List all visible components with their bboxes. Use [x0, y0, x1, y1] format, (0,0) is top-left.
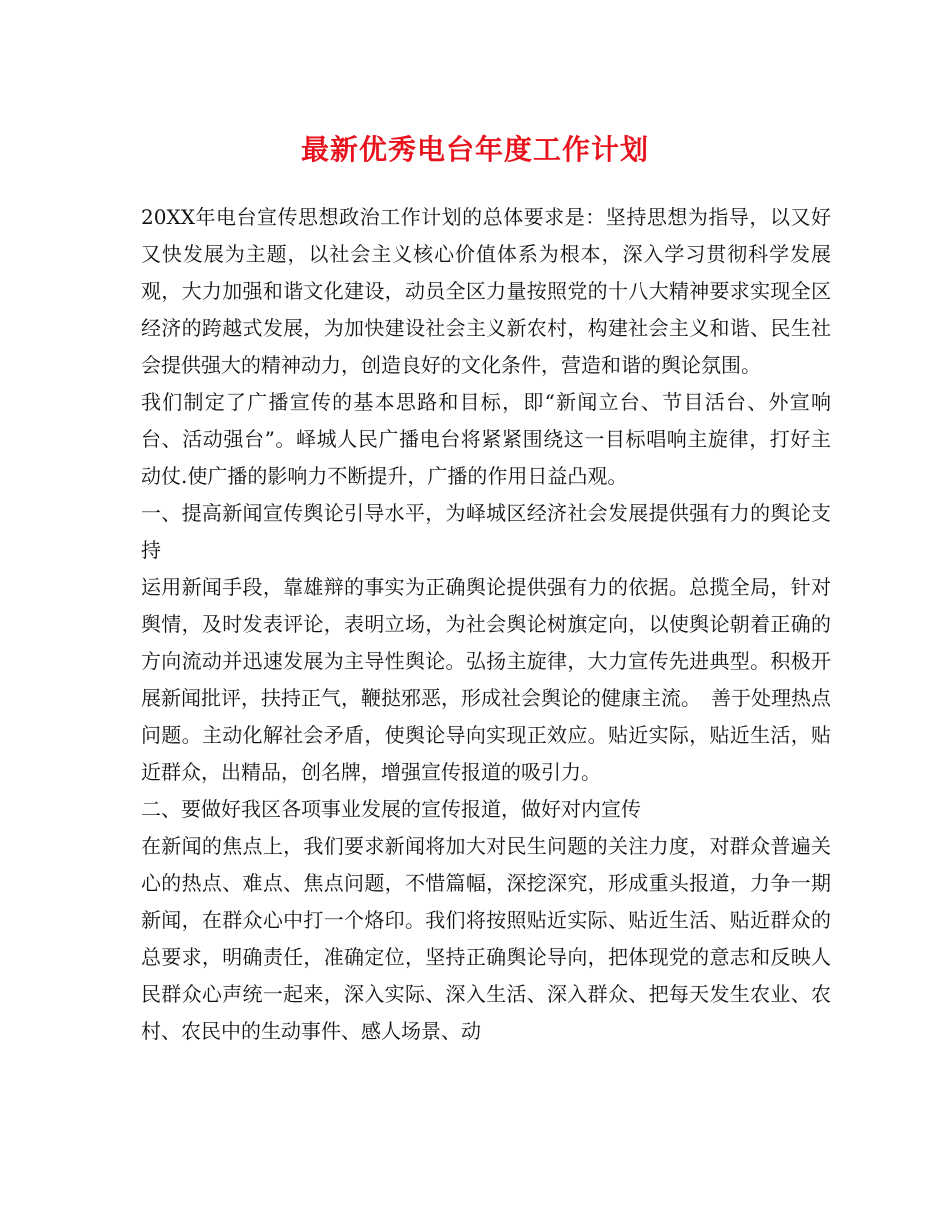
section-heading-2: 二、要做好我区各项事业发展的宣传报道，做好对内宣传 [141, 797, 641, 821]
paragraph-section-1: 运用新闻手段，靠雄辩的事实为正确舆论提供强有力的依据。总揽全局，针对舆情，及时发表评论，表明立场，为社会舆论树旗定向，以使舆论朝着正确的方向流动并迅速发展为主导性舆论。弘扬主旋律，大力宣传先进典型。积极开展新闻批评，扶持正气，鞭挞邪恶，形成社会舆论的健康主流。 善于处理热点问题。主动化解社会矛盾，使舆论导向实现正效应。贴近实际，贴近生活，贴近群众，出精品，创名牌，增强宣传报道的吸引力。 [141, 575, 831, 784]
document-body [141, 199, 831, 1050]
document-title: 最新优秀电台年度工作计划 [300, 133, 649, 166]
section-heading-1: 一、提高新闻宣传舆论引导水平，为峄城区经济社会发展提供强有力的舆论支持 [141, 501, 831, 562]
paragraph-section-2: 在新闻的焦点上，我们要求新闻将加大对民生问题的关注力度，对群众普遍关心的热点、难点、焦点问题，不惜篇幅，深挖深究，形成重头报道，力争一期新闻，在群众心中打一个烙印。我们将按照贴近实际、贴近生活、贴近群众的总要求，明确责任，准确定位，坚持正确舆论导向，把体现党的意志和反映人民群众心声统一起来，深入实际、深入生活、深入群众、把每天发生农业、农村、农民中的生动事件、感人场景、动 [141, 834, 831, 1043]
paragraph-intro: 20XX年电台宣传思想政治工作计划的总体要求是：坚持思想为指导，以又好又快发展为主题，以社会主义核心价值体系为根本，深入学习贯彻科学发展观，大力加强和谐文化建设，动员全区力量按照党的十八大精神要求实现全区经济的跨越式发展，为加快建设社会主义新农村，构建社会主义和谐、民生社会提供强大的精神动力，创造良好的文化条件，营造和谐的舆论氛围。 [141, 205, 831, 377]
paragraph-goals: 我们制定了广播宣传的基本思路和目标，即“新闻立台、节目活台、外宣响台、活动强台”。峄城人民广播电台将紧紧围绕这一目标唱响主旋律，打好主动仗.使广播的影响力不断提升，广播的作用日益凸观。 [141, 390, 831, 488]
